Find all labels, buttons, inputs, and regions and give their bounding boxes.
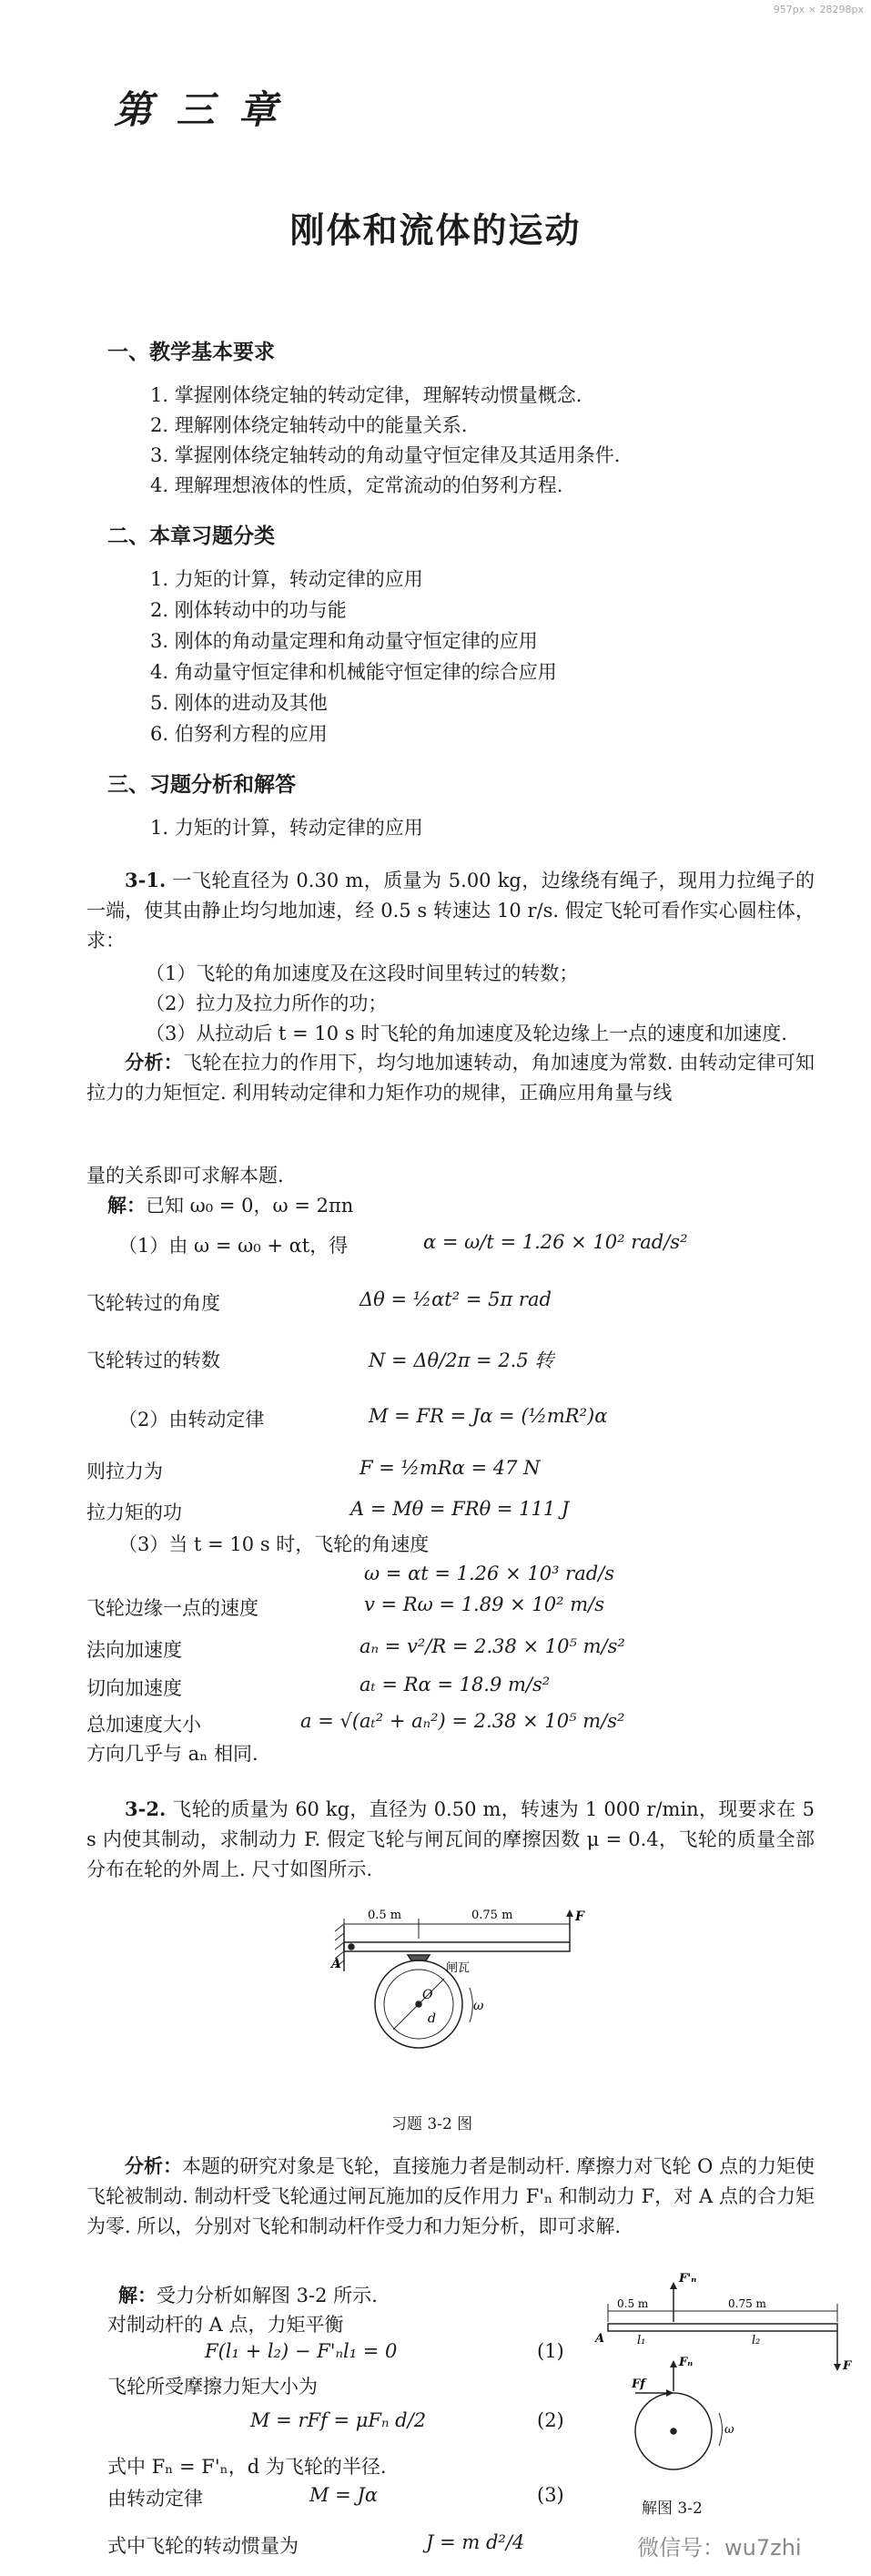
tangential-acc-label: 切向加速度 xyxy=(86,1677,182,1699)
center-o xyxy=(416,2001,421,2007)
question-2: （2）拉力及拉力所作的功； xyxy=(146,993,388,1014)
section2-item: 5. 刚体的进动及其他 xyxy=(150,692,328,714)
solution-label: 解： xyxy=(107,1194,146,1217)
pivot-a xyxy=(349,1944,354,1950)
analysis-text: 飞轮在拉力的作用下，均匀地加速转动，角加速度为常数. 由转动定律可知拉力的力矩恒定. 利用转动定律和力矩作功的规律，正确应用角量与线 xyxy=(86,1052,815,1104)
solution-label: 解： xyxy=(118,2284,157,2306)
where-text: 式中 Fₙ = F'ₙ，d 为飞轮的半径. xyxy=(107,2456,387,2478)
chapter-heading: 第 三 章 xyxy=(114,87,283,132)
velocity-label: 飞轮边缘一点的速度 xyxy=(86,1597,258,1619)
equation-3-number: (3) xyxy=(537,2484,564,2506)
fig-dim-label-2: 0.75 m xyxy=(471,1909,513,1922)
section1-item: 3. 掌握刚体绕定轴转动的角动量守恒定律及其适用条件. xyxy=(150,444,621,466)
step2-equation: M = FR = Jα = (½mR²)α xyxy=(369,1405,608,1427)
equation-4: J = m d²/4 xyxy=(426,2531,525,2553)
analysis-label: 分析： xyxy=(125,1051,184,1074)
analysis-text: 本题的研究对象是飞轮，直接施力者是制动杆. 摩擦力对飞轮 O 点的力矩使飞轮被制动. 制动杆受飞轮通过闸瓦施加的反作用力 F'ₙ 和制动力 F，对 A 点的合力矩为零. 所以，分别对飞轮和制动杆作受力和力矩分析，即可求解. xyxy=(86,2155,815,2237)
normal-acc-equation: aₙ = v²/R = 2.38 × 10⁵ m/s² xyxy=(360,1635,625,1657)
step2-text: （2）由转动定律 xyxy=(118,1409,265,1431)
section2-item: 3. 刚体的角动量定理和角动量守恒定律的应用 xyxy=(150,630,538,652)
section1-item: 1. 掌握刚体绕定轴的转动定律，理解转动惯量概念. xyxy=(150,384,582,406)
image-size-label: 957px × 28298px xyxy=(773,4,864,15)
step3-text: （3）当 t = 10 s 时，飞轮的角速度 xyxy=(118,1533,430,1555)
section3-subheading: 1. 力矩的计算，转动定律的应用 xyxy=(150,817,423,839)
step3-equation: ω = αt = 1.26 × 10³ rad/s xyxy=(364,1563,615,1584)
lever-text: 对制动杆的 A 点，力矩平衡 xyxy=(107,2314,344,2336)
solution-given xyxy=(107,1191,353,1218)
sol-dim-label-1: 0.5 m xyxy=(617,2297,649,2310)
sol-omega-label: ω xyxy=(724,2423,734,2437)
section2-item: 6. 伯努利方程的应用 xyxy=(150,723,328,745)
turns-label: 飞轮转过的转数 xyxy=(86,1349,220,1371)
section2-item: 1. 力矩的计算，转动定律的应用 xyxy=(150,568,423,590)
sol-f-label: F xyxy=(843,2359,852,2373)
fig-omega-label: ω xyxy=(473,1999,484,2013)
fig-center-label: O xyxy=(422,1988,433,2002)
problem-text: 飞轮的质量为 60 kg，直径为 0.50 m，转速为 1 000 r/min，现要求在 5 s 内使其制动，求制动力 F. 假定飞轮与闸瓦间的摩擦因数 μ = 0.4，飞轮的质量全部分布在轮的外周上. 尺寸如图所示. xyxy=(86,1798,815,1880)
problem-text: 一飞轮直径为 0.30 m，质量为 5.00 kg，边缘绕有绳子，现用力拉绳子的一端，使其由静止均匀地加速，经 0.5 s 转速达 10 r/s. 假定飞轮可看作实心圆柱体，求： xyxy=(86,870,815,952)
section2-item: 4. 角动量守恒定律和机械能守恒定律的综合应用 xyxy=(150,661,557,683)
normal-acc-label: 法向加速度 xyxy=(86,1639,182,1661)
analysis-label: 分析： xyxy=(125,2154,183,2177)
inertia-text: 式中飞轮的转动惯量为 xyxy=(107,2535,299,2557)
problem-label: 3-1. xyxy=(125,869,167,891)
step1-equation: α = ω/t = 1.26 × 10² rad/s² xyxy=(423,1231,688,1253)
turns-equation: N = Δθ/2π = 2.5 转 xyxy=(369,1349,554,1371)
equation-2: M = rFf = μFₙ d/2 xyxy=(250,2409,427,2431)
fig-point-a-label: A xyxy=(331,1957,341,1971)
work-label: 拉力矩的功 xyxy=(86,1502,182,1523)
problem-3-1-statement xyxy=(86,865,815,956)
section1-heading: 一、教学基本要求 xyxy=(107,341,275,364)
chapter-title: 刚体和流体的运动 xyxy=(289,210,582,250)
equation-2-number: (2) xyxy=(537,2409,564,2431)
sol-dim-label-2: 0.75 m xyxy=(728,2297,766,2310)
section3-heading: 三、习题分析和解答 xyxy=(107,773,296,797)
lever-bar xyxy=(608,2324,837,2331)
problem-label: 3-2. xyxy=(125,1797,167,1820)
total-acc-equation: a = √(aₜ² + aₙ²) = 2.38 × 10⁵ m/s² xyxy=(300,1710,625,1732)
fig-brake-label: 闸瓦 xyxy=(446,1961,471,1975)
sol-a-label: A xyxy=(595,2332,605,2346)
solution-intro-text: 受力分析如解图 3-2 所示. xyxy=(157,2285,378,2306)
question-1: （1）飞轮的角加速度及在这段时间里转过的转数； xyxy=(146,962,579,984)
fig-force-label: F xyxy=(575,1909,584,1924)
omega-arrow xyxy=(719,2413,722,2446)
total-acc-label: 总加速度大小 xyxy=(86,1714,201,1736)
work-equation: A = Mθ = FRθ = 111 J xyxy=(350,1498,570,1520)
figure-3-2-caption: 习题 3-2 图 xyxy=(391,2115,473,2133)
fig-diameter-label: d xyxy=(428,2011,436,2026)
equation-1: F(l₁ + l₂) − F'ₙl₁ = 0 xyxy=(205,2340,398,2362)
watermark: 微信号：wu7zhi xyxy=(637,2535,802,2561)
velocity-equation: v = Rω = 1.89 × 10² m/s xyxy=(364,1593,604,1615)
fig-dim-label-1: 0.5 m xyxy=(368,1909,402,1922)
friction-text: 飞轮所受摩擦力矩大小为 xyxy=(107,2376,318,2398)
step1-text: （1）由 ω = ω₀ + αt，得 xyxy=(118,1235,349,1257)
omega-arrow xyxy=(470,1988,472,2022)
solution-figure-3-2 xyxy=(592,2267,851,2495)
section2-heading: 二、本章习题分类 xyxy=(107,524,275,548)
brake-lever xyxy=(344,1942,570,1951)
force-label: 则拉力为 xyxy=(86,1461,163,1482)
force-equation: F = ½mRα = 47 N xyxy=(360,1457,541,1479)
section1-item: 2. 理解刚体绕定轴转动中的能量关系. xyxy=(150,414,468,436)
ff-label: Ff xyxy=(632,2377,645,2391)
l2-label: l₂ xyxy=(752,2334,761,2347)
tangential-acc-equation: aₜ = Rα = 18.9 m/s² xyxy=(360,1674,551,1695)
rotation-text: 由转动定律 xyxy=(107,2488,203,2510)
analysis-continuation: 量的关系即可求解本题. xyxy=(86,1165,284,1186)
angle-label: 飞轮转过的角度 xyxy=(86,1292,220,1314)
analysis-paragraph-3-2 xyxy=(86,2151,815,2242)
solution-intro xyxy=(118,2281,378,2308)
equation-3: M = Jα xyxy=(309,2484,379,2506)
fn-label: Fₙ xyxy=(679,2356,694,2369)
question-3: （3）从拉动后 t = 10 s 时飞轮的角加速度及轮边缘上一点的速度和加速度. xyxy=(146,1023,787,1044)
l1-label: l₁ xyxy=(637,2334,646,2347)
section2-item: 2. 刚体转动中的功与能 xyxy=(150,599,347,621)
equation-1-number: (1) xyxy=(537,2340,564,2362)
brake-shoe xyxy=(408,1955,430,1960)
given-text: 已知 ω₀ = 0，ω = 2πn xyxy=(146,1195,354,1217)
fn-prime-label: F'ₙ xyxy=(679,2272,697,2286)
analysis-paragraph xyxy=(86,1047,815,1108)
problem-3-2-statement xyxy=(86,1794,815,1885)
angle-equation: Δθ = ½αt² = 5π rad xyxy=(360,1288,552,1310)
figure-3-2 xyxy=(328,1908,582,2103)
direction-note: 方向几乎与 aₙ 相同. xyxy=(86,1743,258,1765)
solution-figure-caption: 解图 3-2 xyxy=(642,2500,703,2518)
section1-item: 4. 理解理想液体的性质，定常流动的伯努利方程. xyxy=(150,474,563,496)
